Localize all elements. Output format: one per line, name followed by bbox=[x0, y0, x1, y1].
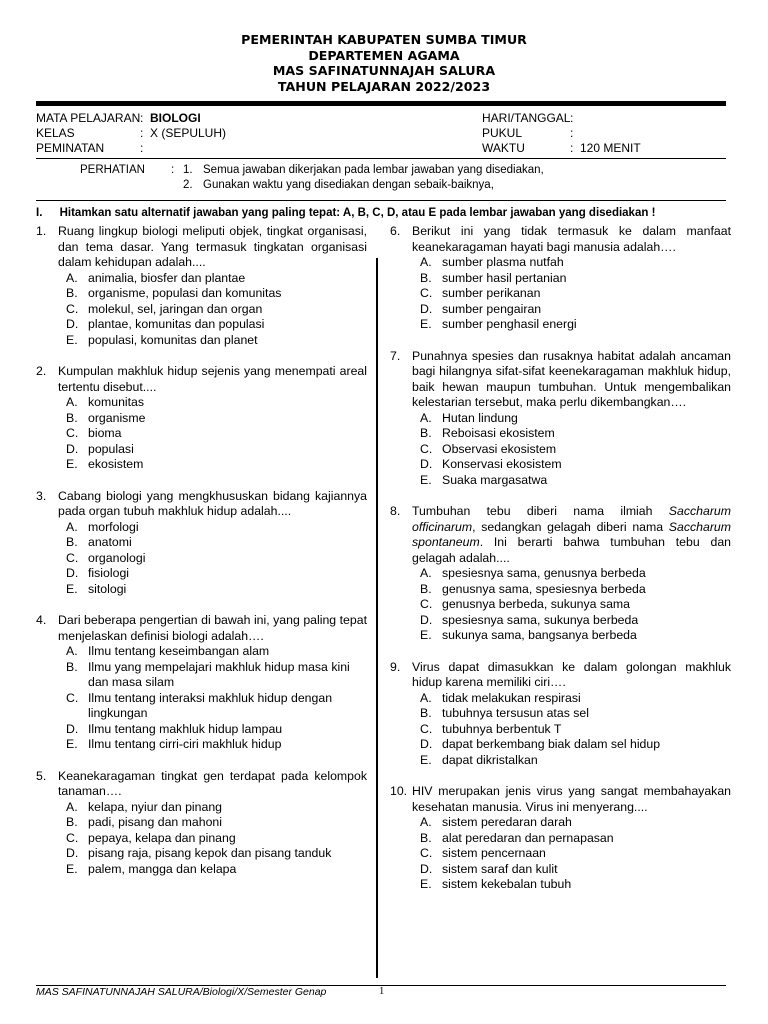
answer-option bbox=[420, 613, 731, 629]
answer-option bbox=[66, 862, 367, 878]
section-instruction bbox=[36, 207, 655, 219]
option-letter: E. bbox=[66, 332, 78, 347]
option-text: Suaka margasatwa bbox=[442, 472, 548, 487]
option-letter: C. bbox=[420, 597, 433, 611]
option-letter: C. bbox=[420, 286, 433, 300]
option-letter: E. bbox=[66, 457, 78, 471]
answer-option bbox=[66, 800, 367, 816]
specialization-colon: : bbox=[140, 141, 144, 155]
option-letter: B. bbox=[420, 830, 432, 845]
option-letter: A. bbox=[420, 255, 432, 269]
answer-option bbox=[420, 566, 731, 582]
option-letter: D. bbox=[420, 861, 433, 876]
answer-options bbox=[66, 644, 367, 753]
answer-option bbox=[66, 722, 367, 738]
option-letter: C. bbox=[66, 690, 79, 705]
answer-option bbox=[420, 877, 731, 893]
option-letter: A. bbox=[66, 395, 78, 409]
question-8 bbox=[390, 504, 731, 644]
header-school: MAS SAFINATUNNAJAH SALURA bbox=[272, 63, 496, 78]
scientific-name: Saccharum spontaneum bbox=[412, 519, 731, 549]
option-text: populasi bbox=[88, 441, 134, 456]
question-text: Cabang biologi yang mengkhususkan bidang kajiannya pada organ tubuh makhluk hidup adalah.... bbox=[58, 488, 367, 518]
answer-option bbox=[420, 411, 731, 427]
option-letter: A. bbox=[66, 644, 78, 658]
question-1 bbox=[36, 224, 367, 348]
option-text: spesiesnya sama, sukunya berbeda bbox=[442, 612, 639, 627]
answer-option bbox=[66, 566, 367, 582]
option-text: Konservasi ekosistem bbox=[442, 457, 562, 471]
answer-options bbox=[420, 691, 731, 769]
answer-options bbox=[66, 271, 367, 349]
answer-option bbox=[420, 271, 731, 287]
option-letter: A. bbox=[66, 799, 78, 814]
answer-option bbox=[66, 317, 367, 333]
option-text: populasi, komunitas dan planet bbox=[88, 332, 258, 347]
option-letter: E. bbox=[420, 877, 432, 891]
option-letter: B. bbox=[66, 535, 78, 549]
answer-option bbox=[66, 535, 367, 551]
option-text: Ilmu tentang makhluk hidup lampau bbox=[88, 721, 283, 736]
date-label: HARI/TANGGAL bbox=[482, 111, 571, 125]
option-letter: C. bbox=[66, 550, 79, 565]
option-letter: C. bbox=[66, 426, 79, 440]
answer-option bbox=[66, 442, 367, 458]
option-text: ekosistem bbox=[88, 457, 144, 471]
option-text: alat peredaran dan pernapasan bbox=[442, 830, 614, 845]
answer-option bbox=[66, 457, 367, 473]
option-letter: E. bbox=[66, 581, 78, 596]
answer-option bbox=[420, 597, 731, 613]
option-text: sistem peredaran darah bbox=[442, 815, 572, 829]
answer-option bbox=[420, 706, 731, 722]
question-text: Kumpulan makhluk hidup sejenis yang menempati areal tertentu disebut.... bbox=[58, 364, 367, 394]
question-text: Ruang lingkup biologi meliputi objek, tingkat organisasi, dan tema dasar. Yang termasuk tingkatan organisasi dalam kehidupan adalah.... bbox=[58, 224, 367, 269]
answer-option bbox=[66, 551, 367, 567]
class-label: KELAS bbox=[36, 126, 75, 140]
question-6 bbox=[390, 224, 731, 333]
answer-option bbox=[66, 846, 367, 862]
notice-item-2: Gunakan waktu yang disediakan dengan sebaik-baiknya, bbox=[203, 179, 494, 191]
option-text: dapat berkembang biak dalam sel hidup bbox=[442, 737, 661, 751]
question-text-part: Tumbuhan tebu diberi nama ilmiah bbox=[412, 504, 669, 518]
option-text: anatomi bbox=[88, 535, 132, 549]
option-letter: D. bbox=[420, 612, 433, 627]
question-9 bbox=[390, 660, 731, 769]
option-letter: A. bbox=[420, 566, 432, 580]
duration-colon: : bbox=[570, 141, 574, 155]
question-number: 9. bbox=[390, 659, 401, 674]
option-text: pepaya, kelapa dan pinang bbox=[88, 830, 236, 845]
answer-option bbox=[66, 411, 367, 427]
question-text: Virus dapat dimasukkan ke dalam golongan makhluk hidup karena memiliki ciri…. bbox=[412, 659, 731, 689]
answer-option bbox=[66, 660, 367, 691]
option-text: sumber plasma nutfah bbox=[442, 255, 564, 269]
answer-option bbox=[420, 255, 731, 271]
class-colon: : bbox=[140, 126, 144, 140]
question-number: 3. bbox=[36, 488, 47, 503]
option-text: organisme bbox=[88, 410, 146, 425]
question-10 bbox=[390, 784, 731, 893]
option-text: Ilmu tentang keseimbangan alam bbox=[88, 644, 270, 658]
question-text: Keanekaragaman tingkat gen terdapat pada kelompok tanaman…. bbox=[58, 768, 367, 798]
answer-option bbox=[66, 520, 367, 536]
subject-value: BIOLOGI bbox=[150, 111, 201, 125]
answer-option bbox=[420, 846, 731, 862]
option-letter: C. bbox=[420, 441, 433, 456]
header-divider bbox=[36, 101, 726, 106]
option-letter: D. bbox=[66, 721, 79, 736]
question-5 bbox=[36, 769, 367, 878]
answer-option bbox=[420, 286, 731, 302]
option-letter: B. bbox=[420, 426, 432, 440]
answer-option bbox=[66, 302, 367, 318]
question-column-left bbox=[36, 224, 367, 893]
option-letter: B. bbox=[66, 410, 78, 425]
option-text: organologi bbox=[88, 550, 146, 565]
answer-option bbox=[66, 831, 367, 847]
answer-option bbox=[420, 457, 731, 473]
question-number: 6. bbox=[390, 224, 401, 238]
option-text: dapat dikristalkan bbox=[442, 752, 538, 767]
option-text: tubuhnya tersusun atas sel bbox=[442, 706, 589, 720]
section-number: I. bbox=[36, 207, 43, 219]
option-text: padi, pisang dan mahoni bbox=[88, 815, 222, 829]
page-number: 1 bbox=[379, 986, 385, 997]
option-text: sumber penghasil energi bbox=[442, 317, 577, 331]
duration-value: 120 MENIT bbox=[580, 141, 641, 155]
option-letter: D. bbox=[66, 317, 79, 331]
question-text: Berikut ini yang tidak termasuk ke dalam manfaat keanekaragaman hayati bagi manusia adalah…. bbox=[412, 224, 731, 254]
answer-option bbox=[420, 442, 731, 458]
option-letter: D. bbox=[66, 441, 79, 456]
option-text: sistem saraf dan kulit bbox=[442, 861, 558, 876]
option-text: tubuhnya berbentuk T bbox=[442, 721, 562, 736]
page-footer bbox=[36, 985, 726, 998]
option-letter: C. bbox=[66, 301, 79, 316]
option-text: bioma bbox=[88, 426, 122, 440]
answer-option bbox=[420, 815, 731, 831]
option-text: sukunya sama, bangsanya berbeda bbox=[442, 628, 637, 642]
option-letter: B. bbox=[420, 581, 432, 596]
answer-options bbox=[420, 566, 731, 644]
answer-option bbox=[420, 722, 731, 738]
option-letter: E. bbox=[66, 737, 78, 751]
specialization-label: PEMINATAN bbox=[36, 141, 105, 155]
question-number: 8. bbox=[390, 504, 401, 518]
answer-option bbox=[420, 737, 731, 753]
answer-option bbox=[66, 691, 367, 722]
answer-option bbox=[420, 628, 731, 644]
question-number: 10. bbox=[390, 784, 408, 798]
option-letter: D. bbox=[66, 566, 79, 580]
option-letter: A. bbox=[420, 690, 432, 705]
option-letter: E. bbox=[420, 628, 432, 642]
answer-option bbox=[66, 271, 367, 287]
class-value: X (SEPULUH) bbox=[150, 126, 227, 140]
option-text: pisang raja, pisang kepok dan pisang tanduk bbox=[88, 846, 332, 860]
answer-option bbox=[66, 286, 367, 302]
answer-options bbox=[420, 255, 731, 333]
answer-option bbox=[420, 302, 731, 318]
answer-option bbox=[66, 395, 367, 411]
exam-header bbox=[0, 32, 768, 94]
option-letter: D. bbox=[420, 457, 433, 471]
option-letter: C. bbox=[420, 846, 433, 860]
option-text: Ilmu yang mempelajari makhluk hidup masa kini dan masa silam bbox=[88, 659, 350, 689]
question-number: 7. bbox=[390, 348, 401, 363]
question-text-part: , sedangkan gelagah diberi nama bbox=[472, 519, 669, 534]
option-text: sitologi bbox=[88, 581, 127, 596]
option-text: sumber hasil pertanian bbox=[442, 270, 567, 285]
answer-options bbox=[420, 411, 731, 489]
option-letter: B. bbox=[66, 286, 78, 300]
header-government: PEMERINTAH KABUPATEN SUMBA TIMUR bbox=[241, 32, 527, 47]
time-colon: : bbox=[570, 126, 574, 140]
option-text: Ilmu tentang interaksi makhluk hidup dengan lingkungan bbox=[88, 690, 333, 720]
option-text: genusnya berbeda, sukunya sama bbox=[442, 597, 630, 611]
question-number: 5. bbox=[36, 768, 47, 783]
option-letter: E. bbox=[66, 861, 78, 876]
answer-option bbox=[420, 691, 731, 707]
option-letter: B. bbox=[420, 706, 432, 720]
option-text: palem, mangga dan kelapa bbox=[88, 861, 237, 876]
option-letter: C. bbox=[66, 830, 79, 845]
option-letter: B. bbox=[420, 270, 432, 285]
header-department: DEPARTEMEN AGAMA bbox=[308, 47, 460, 63]
option-letter: B. bbox=[66, 659, 78, 674]
notice-label: PERHATIAN bbox=[80, 164, 145, 176]
option-letter: D. bbox=[66, 846, 79, 860]
option-letter: A. bbox=[66, 270, 78, 285]
answer-option bbox=[420, 473, 731, 489]
option-text: morfologi bbox=[88, 519, 139, 534]
duration-label: WAKTU bbox=[482, 141, 525, 155]
option-letter: A. bbox=[66, 519, 78, 534]
question-text: Dari beberapa pengertian di bawah ini, yang paling tepat menjelaskan definisi biologi adalah…. bbox=[58, 613, 367, 643]
info-divider bbox=[36, 158, 726, 159]
question-7 bbox=[390, 349, 731, 489]
option-letter: B. bbox=[66, 815, 78, 829]
option-text: Ilmu tentang cirri-ciri makhluk hidup bbox=[88, 737, 282, 751]
subject-label: MATA PELAJARAN bbox=[36, 111, 141, 125]
option-text: animalia, biosfer dan plantae bbox=[88, 270, 246, 285]
option-text: tidak melakukan respirasi bbox=[442, 690, 581, 705]
question-column-right bbox=[390, 224, 731, 909]
option-text: fisiologi bbox=[88, 566, 130, 580]
option-text: sistem pencernaan bbox=[442, 846, 546, 860]
option-letter: E. bbox=[420, 317, 432, 331]
option-text: molekul, sel, jaringan dan organ bbox=[88, 301, 263, 316]
answer-option bbox=[66, 815, 367, 831]
question-number: 2. bbox=[36, 364, 47, 378]
option-text: spesiesnya sama, genusnya berbeda bbox=[442, 566, 646, 580]
question-number: 4. bbox=[36, 613, 47, 627]
scientific-name: Saccharum officinarum bbox=[412, 504, 731, 534]
question-text-part: . Ini berarti bahwa tumbuhan tebu dan gelagah adalah.... bbox=[412, 535, 731, 565]
answer-option bbox=[66, 737, 367, 753]
option-text: kelapa, nyiur dan pinang bbox=[88, 799, 222, 814]
question-3 bbox=[36, 489, 367, 598]
answer-option bbox=[420, 831, 731, 847]
answer-options bbox=[66, 395, 367, 473]
option-letter: C. bbox=[420, 721, 433, 736]
notice-colon: : bbox=[171, 164, 175, 176]
question-text bbox=[412, 504, 731, 566]
option-text: Hutan lindung bbox=[442, 410, 518, 425]
section-instruction-text: Hitamkan satu alternatif jawaban yang paling tepat: A, B, C, D, atau E pada lembar jawaban yang disediakan ! bbox=[59, 207, 656, 219]
option-letter: E. bbox=[420, 472, 432, 487]
notice-item-1: Semua jawaban dikerjakan pada lembar jawaban yang disediakan, bbox=[203, 164, 544, 176]
notice-divider bbox=[36, 200, 726, 201]
answer-option bbox=[66, 644, 367, 660]
answer-options bbox=[420, 815, 731, 893]
answer-option bbox=[66, 426, 367, 442]
option-text: sistem kekebalan tubuh bbox=[442, 877, 572, 891]
question-4 bbox=[36, 613, 367, 753]
option-text: Observasi ekosistem bbox=[442, 441, 557, 456]
time-label: PUKUL bbox=[482, 126, 523, 140]
notice-number-1: 1. bbox=[183, 164, 193, 176]
column-divider bbox=[376, 258, 378, 978]
subject-colon: : bbox=[140, 111, 144, 125]
option-text: organisme, populasi dan komunitas bbox=[88, 286, 282, 300]
header-academic-year: TAHUN PELAJARAN 2022/2023 bbox=[277, 78, 491, 94]
option-letter: D. bbox=[420, 737, 433, 751]
question-number: 1. bbox=[36, 224, 47, 238]
option-text: Reboisasi ekosistem bbox=[442, 426, 555, 440]
option-text: komunitas bbox=[88, 395, 145, 409]
notice-number-2: 2. bbox=[183, 179, 193, 191]
option-letter: A. bbox=[420, 815, 432, 829]
footer-text: MAS SAFINATUNNAJAH SALURA/Biologi/X/Semester Genap bbox=[36, 986, 327, 998]
option-text: plantae, komunitas dan populasi bbox=[88, 317, 265, 331]
option-letter: A. bbox=[420, 410, 432, 425]
question-text: HIV merupakan jenis virus yang sangat membahayakan kesehatan manusia. Virus ini menyerang.... bbox=[412, 784, 731, 814]
option-letter: E. bbox=[420, 752, 432, 767]
answer-options bbox=[66, 520, 367, 598]
option-text: sumber perikanan bbox=[442, 286, 541, 300]
answer-options bbox=[66, 800, 367, 878]
date-colon: : bbox=[570, 111, 574, 125]
question-2 bbox=[36, 364, 367, 473]
answer-option bbox=[420, 862, 731, 878]
answer-option bbox=[420, 753, 731, 769]
answer-option bbox=[420, 582, 731, 598]
answer-option bbox=[420, 317, 731, 333]
option-letter: D. bbox=[420, 301, 433, 316]
option-text: genusnya sama, spesiesnya berbeda bbox=[442, 581, 646, 596]
option-text: sumber pengairan bbox=[442, 301, 542, 316]
answer-option bbox=[420, 426, 731, 442]
question-text: Punahnya spesies dan rusaknya habitat adalah ancaman bagi hilangnya sifat-sifat keenekaragaman makhluk hidup, baik hewan maupun tumbuhan. Untuk mengembalikan kelestarian tersebut, maka perlu dikembangkan…. bbox=[412, 348, 731, 409]
answer-option bbox=[66, 333, 367, 349]
answer-option bbox=[66, 582, 367, 598]
